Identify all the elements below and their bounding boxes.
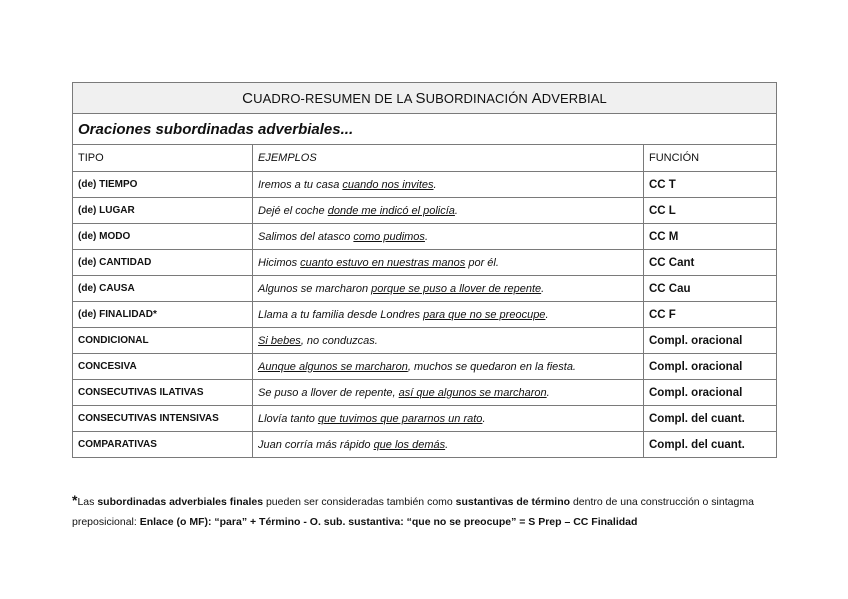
cell-ejemplo: Dejé el coche donde me indicó el policía.: [253, 198, 644, 224]
cell-ejemplo: Si bebes, no conduzcas.: [253, 328, 644, 354]
cell-tipo: (de) TIEMPO: [73, 172, 253, 198]
cell-ejemplo: Salimos del atasco como pudimos.: [253, 224, 644, 250]
table-row: [73, 302, 777, 328]
subordinate-clause: cuando nos invites: [342, 178, 434, 191]
subordinate-clause: que tuvimos que pararnos un rato: [317, 412, 483, 425]
cell-ejemplo: Hicimos cuanto estuvo en nuestras manos por él.: [253, 250, 644, 276]
cell-funcion: Compl. oracional: [644, 354, 777, 380]
table-row: [73, 354, 777, 380]
subtitle-row: [73, 114, 777, 145]
subordinate-clause: donde me indicó el policía: [327, 204, 455, 217]
cell-funcion: Compl. del cuant.: [644, 432, 777, 458]
cell-tipo: (de) CANTIDAD: [73, 250, 253, 276]
cell-funcion: Compl. del cuant.: [644, 406, 777, 432]
summary-table: [72, 82, 777, 458]
cell-tipo: (de) MODO: [73, 224, 253, 250]
table-row: [73, 224, 777, 250]
header-row: [73, 145, 777, 172]
cell-tipo: CONCESIVA: [73, 354, 253, 380]
subordinate-clause: Aunque algunos se marcharon: [258, 360, 408, 373]
table-subtitle: Oraciones subordinadas adverbiales...: [73, 114, 777, 145]
table-row: [73, 432, 777, 458]
cell-tipo: (de) CAUSA: [73, 276, 253, 302]
cell-tipo: CONSECUTIVAS ILATIVAS: [73, 380, 253, 406]
subordinate-clause: Si bebes: [258, 334, 301, 347]
table-row: [73, 172, 777, 198]
cell-ejemplo: Juan corría más rápido que los demás.: [253, 432, 644, 458]
subordinate-clause: porque se puso a llover de repente: [371, 282, 542, 295]
table-row: [73, 380, 777, 406]
table-row: [73, 328, 777, 354]
cell-tipo: (de) FINALIDAD*: [73, 302, 253, 328]
cell-funcion: CC L: [644, 198, 777, 224]
cell-funcion: CC M: [644, 224, 777, 250]
header-ejemplos: EJEMPLOS: [253, 145, 644, 172]
table-row: [73, 250, 777, 276]
cell-funcion: CC T: [644, 172, 777, 198]
cell-ejemplo: Aunque algunos se marcharon, muchos se quedaron en la fiesta.: [253, 354, 644, 380]
cell-ejemplo: Algunos se marcharon porque se puso a llover de repente.: [253, 276, 644, 302]
subordinate-clause: que los demás: [373, 438, 446, 451]
table-row: [73, 276, 777, 302]
cell-tipo: CONDICIONAL: [73, 328, 253, 354]
cell-funcion: CC F: [644, 302, 777, 328]
cell-funcion: Compl. oracional: [644, 380, 777, 406]
subordinate-clause: como pudimos: [353, 230, 425, 243]
cell-ejemplo: Iremos a tu casa cuando nos invites.: [253, 172, 644, 198]
cell-tipo: (de) LUGAR: [73, 198, 253, 224]
cell-ejemplo: Llovía tanto que tuvimos que pararnos un rato.: [253, 406, 644, 432]
subordinate-clause: así que algunos se marcharon: [398, 386, 547, 399]
cell-tipo: CONSECUTIVAS INTENSIVAS: [73, 406, 253, 432]
cell-funcion: CC Cant: [644, 250, 777, 276]
title-row: [73, 83, 777, 114]
cell-funcion: Compl. oracional: [644, 328, 777, 354]
table-title: CUADRO-RESUMEN DE LA SUBORDINACIÓN ADVERBIAL: [73, 83, 777, 114]
table-row: [73, 198, 777, 224]
table-row: [73, 406, 777, 432]
cell-funcion: CC Cau: [644, 276, 777, 302]
cell-ejemplo: Llama a tu familia desde Londres para que no se preocupe.: [253, 302, 644, 328]
subordinate-clause: cuanto estuvo en nuestras manos: [300, 256, 466, 269]
subordinate-clause: para que no se preocupe: [423, 308, 546, 321]
footnote-asterisk: *: [72, 492, 78, 508]
header-funcion: FUNCIÓN: [644, 145, 777, 172]
footnote: *Las subordinadas adverbiales finales pueden ser consideradas también como sustantivas de término dentro de una construcción o sintagma preposicional: Enlace (o MF): “para” + Término - O. sub. sustantiva: “que no se preocupe” = S Prep – CC Finalidad: [72, 492, 754, 528]
header-tipo: TIPO: [73, 145, 253, 172]
cell-ejemplo: Se puso a llover de repente, así que algunos se marcharon.: [253, 380, 644, 406]
cell-tipo: COMPARATIVAS: [73, 432, 253, 458]
